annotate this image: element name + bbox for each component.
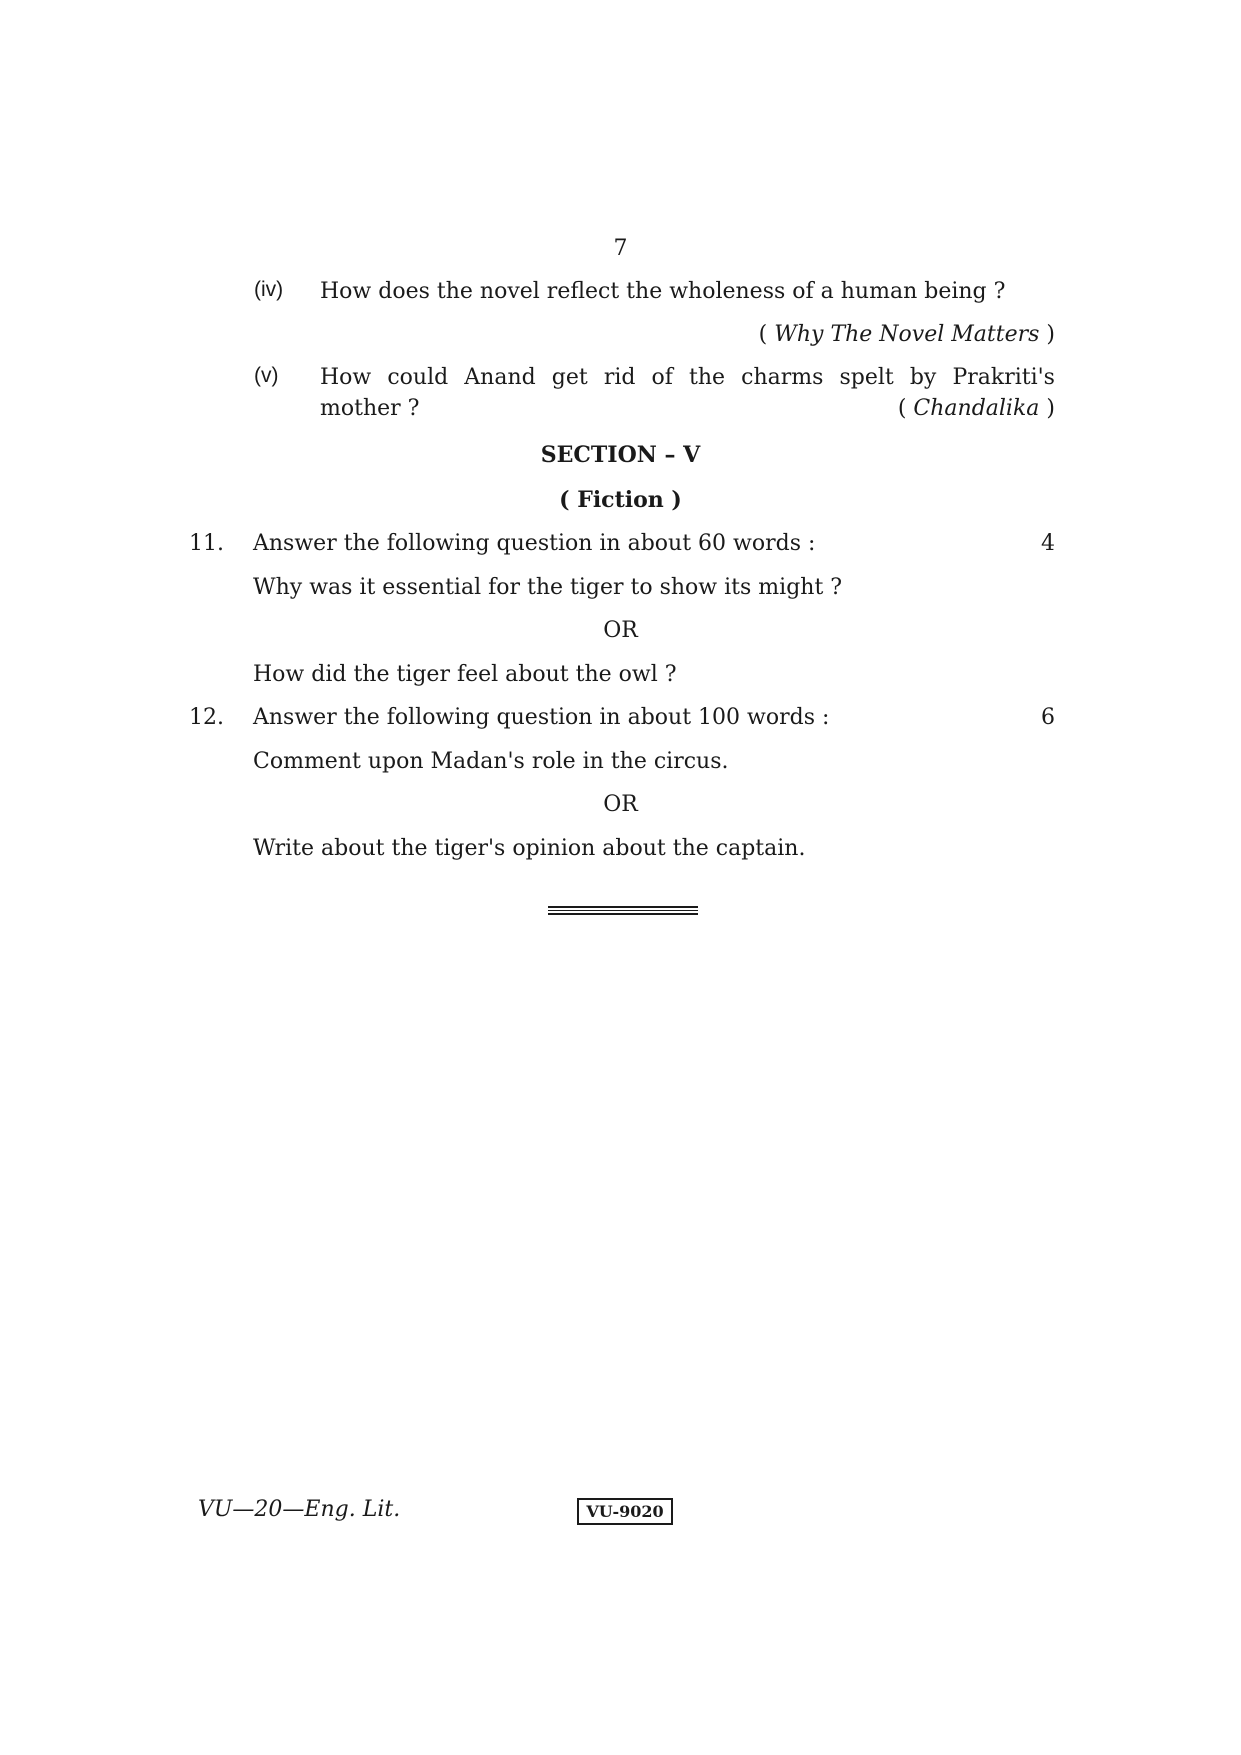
question-option2-11: How did the tiger feel about the owl ?: [253, 662, 677, 687]
word: Prakriti's: [952, 365, 1055, 390]
or-separator-12: OR: [603, 792, 638, 817]
word: rid: [603, 365, 636, 390]
word: get: [551, 365, 588, 390]
word: the: [689, 365, 726, 390]
footer-series-box: VU-9020: [577, 1498, 673, 1525]
question-number-12: 12.: [189, 705, 224, 730]
question-text-v-line2: mother ?: [320, 396, 420, 421]
word: of: [651, 365, 673, 390]
word: charms: [741, 365, 824, 390]
question-text-v-line1: [320, 364, 1055, 392]
question-marks-11: 4: [1041, 531, 1055, 556]
or-separator-11: OR: [603, 618, 638, 643]
question-number-11: 11.: [189, 531, 224, 556]
word: How: [320, 365, 372, 390]
word: Anand: [464, 365, 536, 390]
footer-paper-code: VU—20—Eng. Lit.: [198, 1497, 401, 1522]
end-of-paper-rule: [548, 906, 698, 915]
section-subtitle: ( Fiction ): [559, 487, 682, 513]
question-label-iv: (iv): [254, 278, 284, 301]
section-title: SECTION – V: [540, 442, 701, 468]
page-number: 7: [613, 236, 628, 261]
word: by: [909, 365, 937, 390]
question-text-iv: How does the novel reflect the wholeness of a human being ?: [320, 279, 1006, 304]
question-option1-11: Why was it essential for the tiger to show its might ?: [253, 575, 843, 600]
question-marks-12: 6: [1041, 705, 1055, 730]
question-source-v: ( Chandalika ): [897, 396, 1055, 421]
question-instruction-11: Answer the following question in about 60 words :: [253, 531, 816, 556]
source-title: Chandalika: [913, 396, 1040, 421]
word: spelt: [839, 365, 894, 390]
word: could: [387, 365, 449, 390]
question-option1-12: Comment upon Madan's role in the circus.: [253, 749, 729, 774]
source-title: Why The Novel Matters: [774, 322, 1040, 347]
question-instruction-12: Answer the following question in about 100 words :: [253, 705, 830, 730]
question-label-v: (v): [254, 364, 279, 387]
question-source-iv: ( Why The Novel Matters ): [758, 322, 1055, 347]
question-option2-12: Write about the tiger's opinion about the captain.: [253, 836, 806, 861]
